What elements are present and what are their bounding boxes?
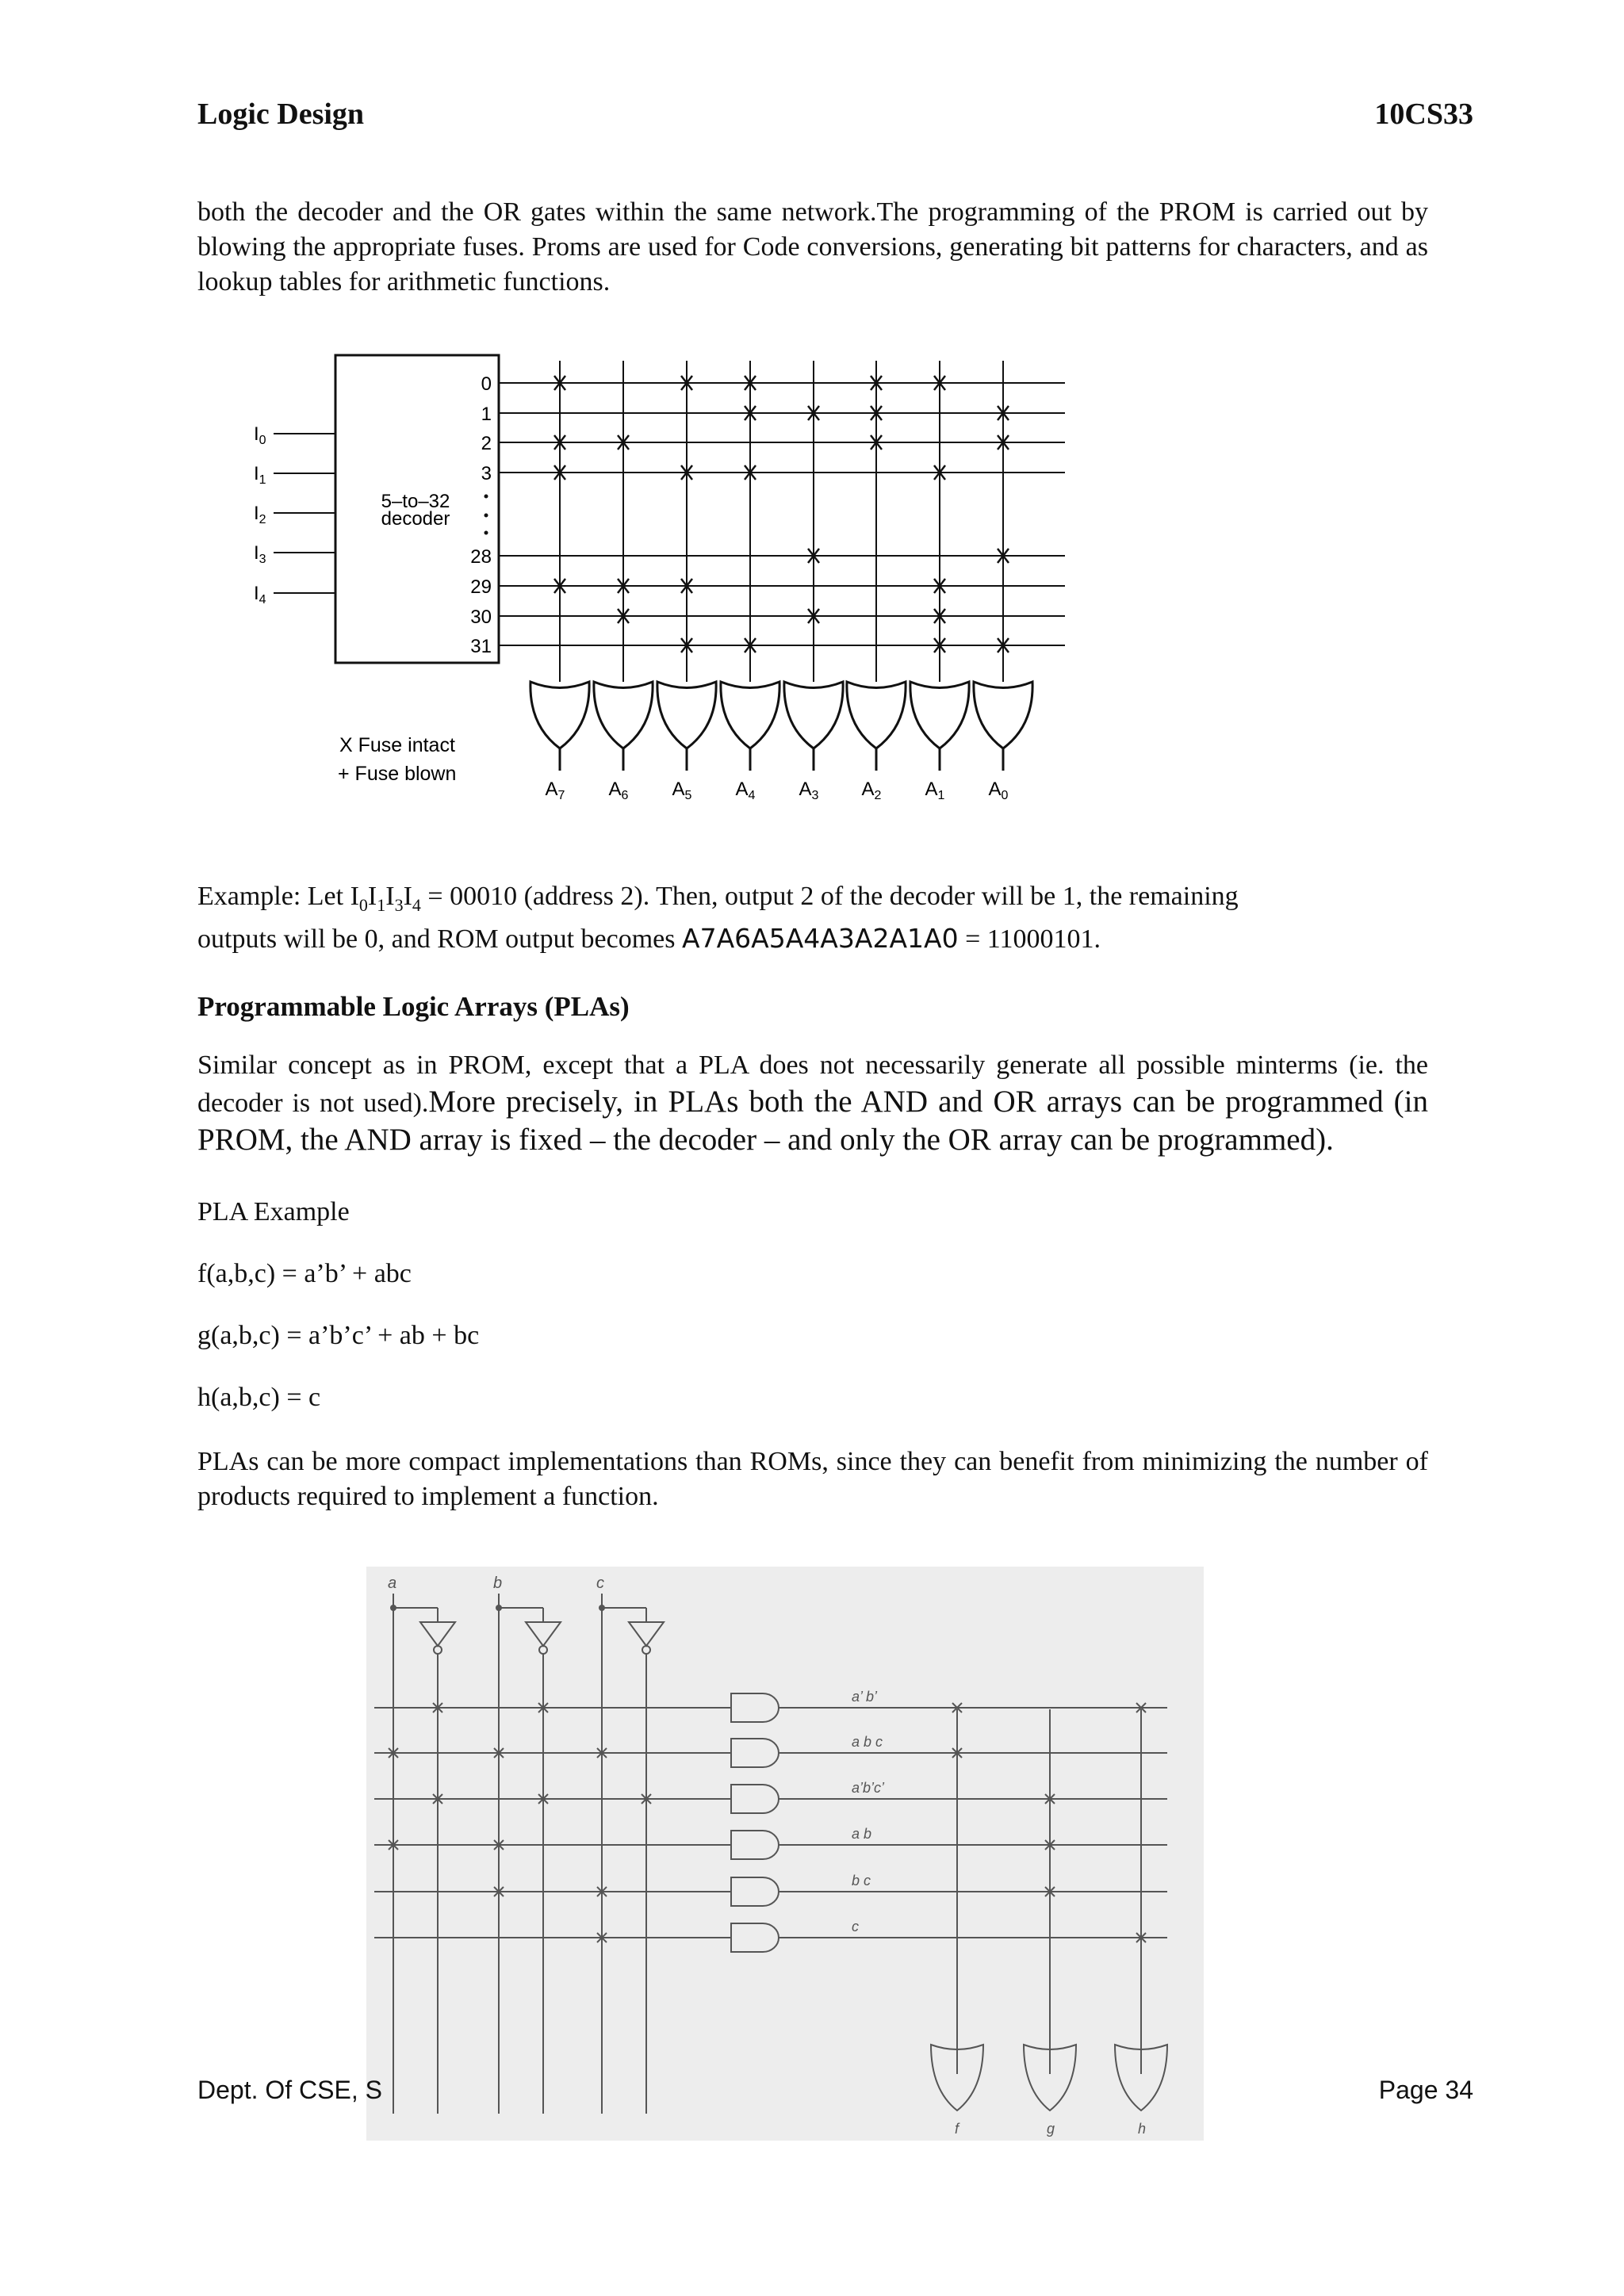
product-label: b c bbox=[852, 1873, 871, 1888]
out-num-30: 30 bbox=[470, 607, 492, 628]
legend-intact: X Fuse intact bbox=[339, 734, 455, 756]
product-label: a b bbox=[852, 1826, 872, 1842]
intro-paragraph: both the decoder and the OR gates within the same network.The programming of the PROM is carried out by blowing the appropriate fuses. Proms are used for Code conversions, generating bit patterns for characters, and as lookup tables for arithmetic functions. bbox=[197, 197, 1428, 297]
output-label-A7: $A_7$ bbox=[545, 779, 565, 802]
page-header-title: Logic Design bbox=[197, 98, 365, 131]
product-label: c bbox=[852, 1919, 859, 1934]
out-num-29: 29 bbox=[470, 576, 492, 598]
pla-diagram bbox=[366, 1567, 1204, 2141]
input-label-I2: $I_2$ bbox=[254, 503, 266, 526]
or-gate bbox=[594, 682, 653, 748]
decoder-label-1: 5–to–32 bbox=[381, 491, 450, 512]
footer-dept: Dept. Of CSE, S bbox=[197, 2076, 382, 2104]
or-gate bbox=[974, 682, 1032, 748]
decoder-label-2: decoder bbox=[381, 508, 450, 530]
legend-blown: + Fuse blown bbox=[338, 763, 457, 785]
out-num-0: 0 bbox=[481, 373, 492, 395]
rom-output-term: A7A6A5A4A3A2A1A0 bbox=[682, 923, 959, 954]
pla-output-g: g bbox=[1047, 2121, 1055, 2137]
or-gate bbox=[847, 682, 906, 748]
or-gate bbox=[721, 682, 779, 748]
input-label-I3: $I_3$ bbox=[254, 542, 266, 566]
output-label-A1: $A_1$ bbox=[925, 779, 945, 802]
out-num-31: 31 bbox=[470, 636, 492, 657]
out-num-28: 28 bbox=[470, 546, 492, 568]
output-label-A6: $A_6$ bbox=[608, 779, 629, 802]
output-label-A4: $A_4$ bbox=[735, 779, 756, 802]
out-num-2: 2 bbox=[481, 433, 492, 454]
page-header-code: 10CS33 bbox=[1374, 98, 1473, 131]
footer-page-number: Page 34 bbox=[1378, 2076, 1473, 2104]
function-h: h(a,b,c) = c bbox=[197, 1383, 321, 1412]
product-label: a’ b’ bbox=[852, 1689, 878, 1705]
product-label: a’b’c’ bbox=[852, 1780, 885, 1796]
function-g: g(a,b,c) = a’b’c’ + ab + bc bbox=[197, 1321, 480, 1350]
input-label-I4: $I_4$ bbox=[254, 583, 266, 607]
pla-paragraph: Similar concept as in PROM, except that a PLA does not necessarily generate all possible minterms (ie. the decoder is not used).More precisely, in PLAs both the AND and OR arrays can be programmed (in PROM, the AND array is fixed – the decoder – and only the OR array can be programmed). bbox=[197, 1050, 1428, 1157]
example-line-2: outputs will be 0, and ROM output becomes A7A6A5A4A3A2A1A0 = 11000101. bbox=[197, 923, 1101, 954]
or-gate bbox=[910, 682, 969, 748]
or-gate bbox=[530, 682, 589, 748]
pla-input-c: c bbox=[596, 1575, 604, 1592]
or-gate bbox=[784, 682, 843, 748]
pla-input-b: b bbox=[493, 1575, 503, 1592]
pla-benefit-paragraph: PLAs can be more compact implementations than ROMs, since they can benefit from minimizing the number of products required to implement a function. bbox=[197, 1447, 1428, 1511]
pla-output-h: h bbox=[1138, 2121, 1147, 2137]
or-gate bbox=[657, 682, 716, 748]
input-label-I1: $I_1$ bbox=[254, 463, 266, 487]
product-label: a b c bbox=[852, 1734, 883, 1750]
pla-example-title: PLA Example bbox=[197, 1197, 350, 1226]
example-line-1: Example: Let $I_0I_1I_3I_4 = 00010$ (address 2). Then, output 2 of the decoder will be 1, the remaining bbox=[197, 882, 1239, 915]
output-label-A0: $A_0$ bbox=[988, 779, 1009, 802]
function-f: f(a,b,c) = a’b’ + abc bbox=[197, 1259, 412, 1288]
pla-heading: Programmable Logic Arrays (PLAs) bbox=[197, 991, 630, 1022]
pla-output-f: f bbox=[955, 2121, 959, 2137]
prom-diagram bbox=[238, 341, 1078, 817]
out-num-1: 1 bbox=[481, 404, 492, 425]
output-label-A3: $A_3$ bbox=[799, 779, 819, 802]
output-label-A2: $A_2$ bbox=[861, 779, 882, 802]
output-label-A5: $A_5$ bbox=[672, 779, 692, 802]
input-label-I0: $I_0$ bbox=[254, 423, 266, 447]
pla-input-a: a bbox=[388, 1575, 397, 1592]
out-num-3: 3 bbox=[481, 463, 492, 484]
